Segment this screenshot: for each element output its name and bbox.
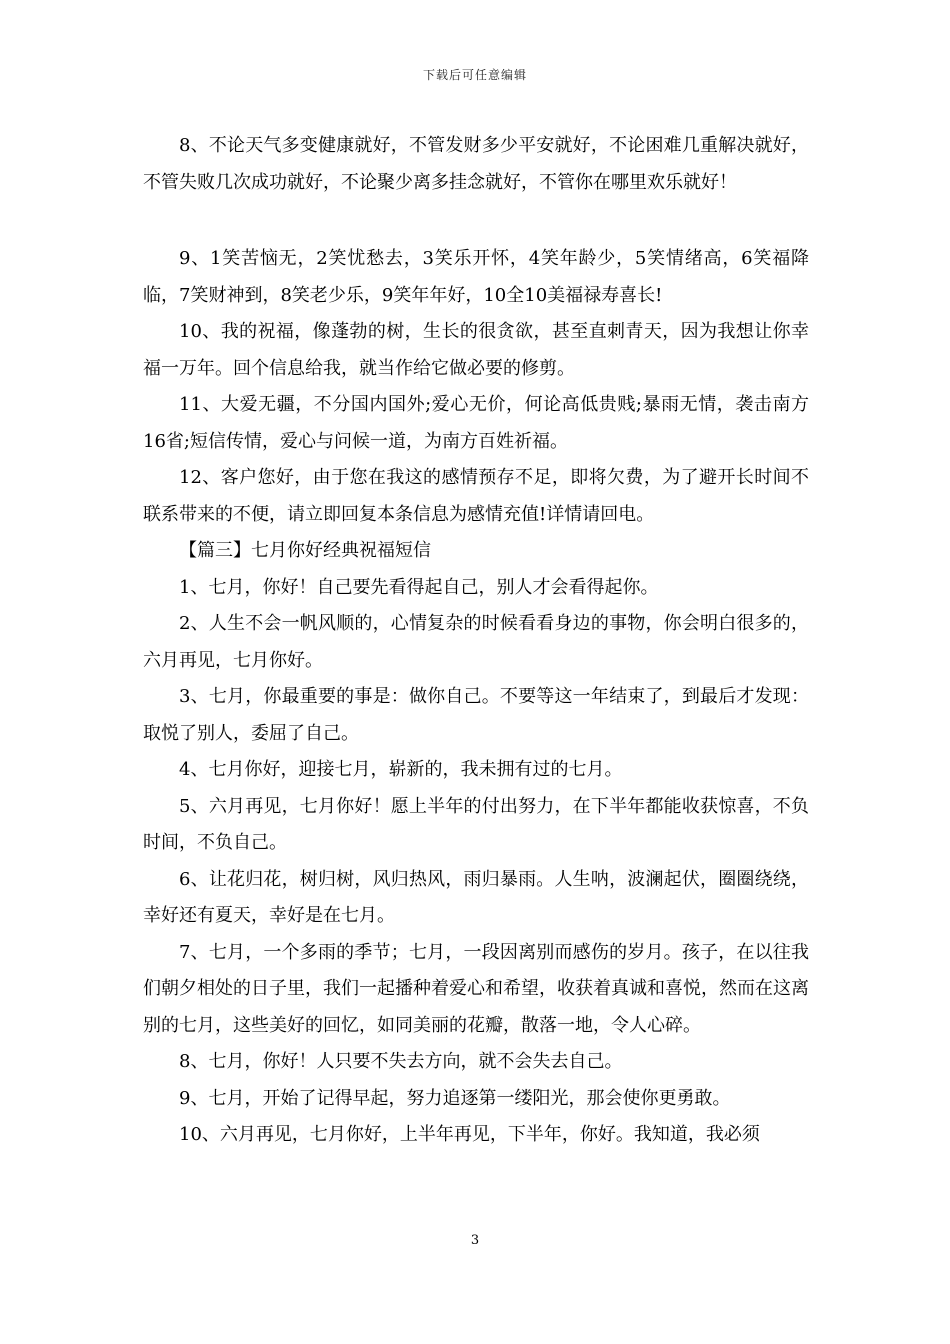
paragraph-july-9: 9、七月，开始了记得早起，努力追逐第一缕阳光，那会使你更勇敢。: [179, 1087, 731, 1109]
page-number: 3: [470, 1233, 480, 1248]
paragraph-july-8: 8、七月，你好！人只要不失去方向，就不会失去自己。: [179, 1051, 623, 1072]
paragraph-july-5: 5、六月再见，七月你好！愿上半年的付出努力，在下半年都能收获惊喜，不负时间，不负自己。: [143, 795, 809, 853]
paragraph-july-10: 10、六月再见，七月你好，上半年再见，下半年，你好。我知道，我必须: [179, 1124, 760, 1145]
document-body: [143, 128, 809, 1154]
paragraph-wish-12: 12、客户您好，由于您在我这的感情预存不足，即将欠费，为了避开长时间不联系带来的不便，请立即回复本条信息为感情充值!详情请回电。: [143, 467, 809, 525]
paragraph-wish-10: 10、我的祝福，像蓬勃的树，生长的很贪欲，甚至直刺青天，因为我想让你幸福一万年。回个信息给我，就当作给它做必要的修剪。: [143, 321, 809, 379]
page-header: 下载后可任意编辑: [422, 68, 527, 82]
paragraph-wish-9: 9、1笑苦恼无，2笑忧愁去，3笑乐开怀，4笑年龄少，5笑情绪高，6笑福降临，7笑财神到，8笑老少乐，9笑年年好，10全10美福禄寿喜长!: [143, 248, 809, 306]
paragraph-july-2: 2、人生不会一帆风顺的，心情复杂的时候看看身边的事物，你会明白很多的，六月再见，七月你好。: [143, 613, 809, 671]
paragraph-july-6: 6、让花归花，树归树，风归热风，雨归暴雨。人生呐，波澜起伏，圈圈绕绕，幸好还有夏天，幸好是在七月。: [143, 868, 809, 926]
paragraph-wish-11: 11、大爱无疆，不分国内国外;爱心无价，何论高低贵贱;暴雨无情，袭击南方16省;短信传情，爱心与问候一道，为南方百姓祈福。: [143, 394, 809, 452]
paragraph-july-1: 1、七月，你好！自己要先看得起自己，别人才会看得起你。: [179, 576, 659, 598]
paragraph-july-4: 4、七月你好，迎接七月，崭新的，我未拥有过的七月。: [179, 759, 623, 780]
paragraph-july-3: 3、七月，你最重要的事是：做你自己。不要等这一年结束了，到最后才发现：取悦了别人，委屈了自己。: [143, 686, 809, 744]
paragraph-july-7: 7、七月，一个多雨的季节；七月，一段因离别而感伤的岁月。孩子，在以往我们朝夕相处的日子里，我们一起播种着爱心和希望，收获着真诚和喜悦，然而在这离别的七月，这些美好的回忆，如同美丽的花瓣，散落一地，令人心碎。: [143, 941, 809, 1036]
paragraph-gap: [143, 201, 809, 241]
section-heading: 【篇三】七月你好经典祝福短信: [179, 540, 431, 561]
paragraph-wish-8: 8、不论天气多变健康就好，不管发财多少平安就好，不论困难几重解决就好，不管失败几次成功就好，不论聚少离多挂念就好，不管你在哪里欢乐就好！: [143, 135, 809, 193]
